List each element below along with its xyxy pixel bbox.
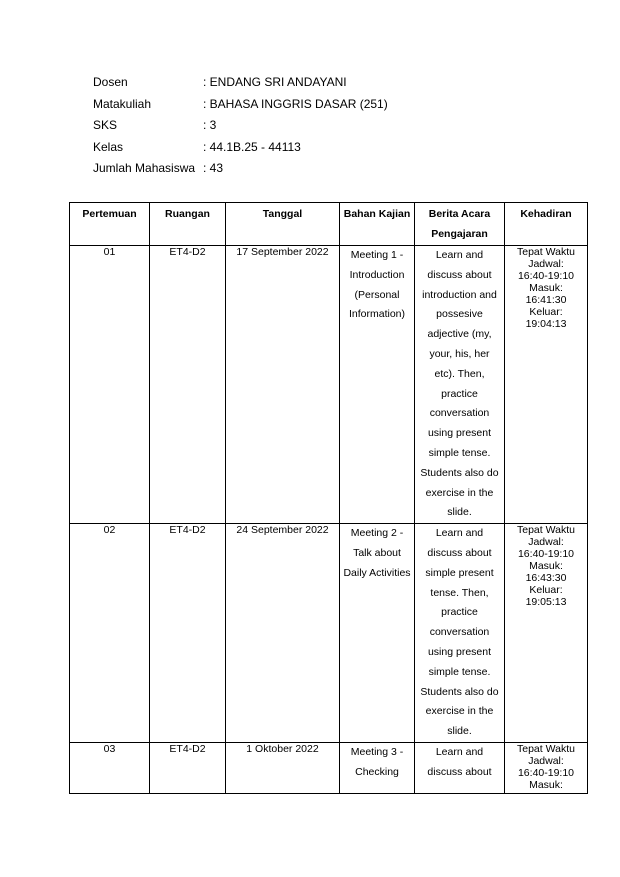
info-row-matakuliah — [93, 94, 388, 116]
course-info — [93, 72, 388, 180]
cell-ruangan: ET4-D2 — [150, 246, 226, 524]
cell-tanggal: 17 September 2022 — [226, 246, 340, 524]
cell-tanggal: 24 September 2022 — [226, 524, 340, 743]
info-label: SKS — [93, 118, 118, 132]
table-row — [70, 246, 588, 524]
info-row-dosen — [93, 72, 388, 94]
table-row — [70, 742, 588, 793]
cell-ruangan: ET4-D2 — [150, 524, 226, 743]
header-kehadiran: Kehadiran — [505, 203, 588, 246]
table-row — [70, 524, 588, 743]
header-ruangan: Ruangan — [150, 203, 226, 246]
attendance-masuk-label: Masuk: — [529, 282, 563, 294]
attendance-status: Tepat Waktu — [517, 742, 575, 755]
info-value: : ENDANG SRI ANDAYANI — [203, 75, 347, 89]
cell-pertemuan: 01 — [70, 246, 150, 524]
info-value: : 3 — [203, 118, 217, 132]
attendance-masuk: 16:43:30 — [525, 572, 567, 585]
attendance-status: Tepat Waktu — [517, 524, 575, 537]
cell-berita-acara: Learn and discuss about introduction and possesive adjective (my, your, his, her etc). Then, practice conversation using present simple tense. Students also do exercise in the slide. — [415, 246, 505, 524]
attendance-keluar-label: Keluar: — [529, 584, 563, 597]
info-value: : 44.1B.25 - 44113 — [203, 139, 301, 154]
attendance-jadwal: 16:40-19:10 — [517, 270, 575, 282]
info-label: Matakuliah — [93, 96, 152, 111]
info-label: Dosen — [93, 75, 128, 89]
info-value: : 43 — [203, 161, 224, 175]
info-value: : BAHASA INGGRIS DASAR (251) — [203, 96, 388, 111]
cell-kehadiran — [505, 246, 588, 524]
attendance-masuk-label: Masuk: — [529, 560, 563, 573]
table-header-row — [70, 203, 588, 246]
info-label: Kelas — [93, 139, 124, 154]
attendance-table — [69, 202, 588, 794]
attendance-jadwal: 16:40-19:10 — [517, 766, 575, 779]
cell-bahan-kajian: Meeting 2 - Talk about Daily Activities — [340, 524, 415, 743]
cell-kehadiran — [505, 524, 588, 743]
attendance-jadwal-label: Jadwal: — [528, 754, 564, 767]
attendance-status: Tepat Waktu — [517, 246, 575, 258]
info-row-jumlah-mahasiswa — [93, 158, 388, 180]
attendance-keluar-label: Keluar: — [529, 306, 563, 318]
cell-pertemuan: 02 — [70, 524, 150, 743]
cell-bahan-kajian: Meeting 1 - Introduction (Personal Information) — [340, 246, 415, 524]
attendance-keluar: 19:05:13 — [525, 596, 567, 609]
cell-bahan-kajian: Meeting 3 - Checking — [340, 742, 415, 793]
attendance-masuk: 16:41:30 — [525, 294, 567, 306]
cell-ruangan: ET4-D2 — [150, 742, 226, 793]
header-pertemuan: Pertemuan — [70, 203, 150, 246]
info-row-sks — [93, 115, 388, 137]
attendance-jadwal-label: Jadwal: — [528, 536, 564, 549]
cell-berita-acara: Learn and discuss about — [415, 742, 505, 793]
header-bahan-kajian: Bahan Kajian — [340, 203, 415, 246]
info-label: Jumlah Mahasiswa — [93, 161, 196, 175]
cell-pertemuan: 03 — [70, 742, 150, 793]
attendance-keluar: 19:04:13 — [525, 318, 567, 330]
cell-berita-acara: Learn and discuss about simple present tense. Then, practice conversation using present simple tense. Students also do exercise in the slide. — [415, 524, 505, 743]
attendance-jadwal-label: Jadwal: — [528, 258, 564, 270]
attendance-masuk-label: Masuk: — [529, 778, 563, 791]
cell-kehadiran — [505, 742, 588, 793]
header-tanggal: Tanggal — [226, 203, 340, 246]
header-berita-acara: Berita Acara Pengajaran — [415, 203, 505, 246]
info-row-kelas — [93, 137, 388, 159]
attendance-jadwal: 16:40-19:10 — [517, 548, 575, 561]
cell-tanggal: 1 Oktober 2022 — [226, 742, 340, 793]
